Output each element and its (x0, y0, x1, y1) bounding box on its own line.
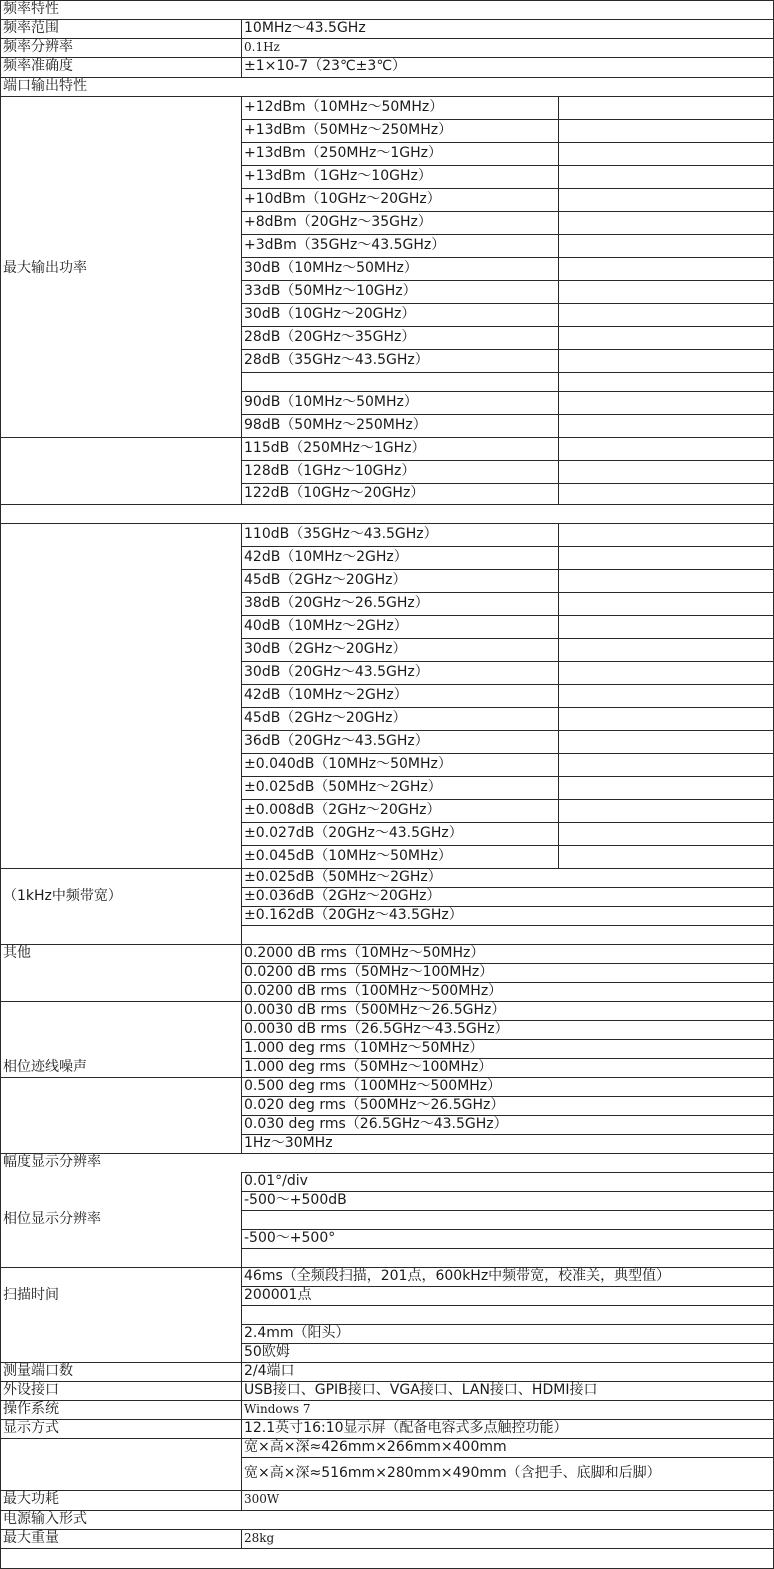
grid-line (241, 592, 774, 593)
grid-line (241, 142, 774, 143)
spec-value: 128dB（1GHz～10GHz） (244, 463, 416, 479)
spec-value: ±0.025dB（50MHz～2GHz） (244, 869, 442, 885)
grid-line (558, 592, 559, 615)
grid-line (558, 326, 559, 349)
spec-value: 0.0200 dB rms（100MHz～500MHz） (244, 983, 503, 999)
spec-value: 36dB（20GHz～43.5GHz） (244, 733, 429, 749)
spec-label: 电源输入形式 (3, 1511, 87, 1527)
grid-line (241, 822, 774, 823)
grid-line (0, 77, 774, 78)
grid-line (241, 799, 774, 800)
spec-label: 频率范围 (3, 20, 59, 36)
spec-value: 2/4端口 (244, 1363, 295, 1379)
spec-value: +10dBm（10GHz～20GHz） (244, 191, 441, 207)
spec-value: 200001点 (244, 1287, 312, 1303)
spec-label: （1kHz中频带宽） (3, 888, 122, 904)
grid-line (558, 211, 559, 234)
grid-line (241, 776, 774, 777)
spec-value: ±0.036dB（2GHz～20GHz） (244, 888, 441, 904)
grid-line (241, 1343, 774, 1344)
spec-label: 操作系统 (3, 1401, 59, 1417)
spec-label: 端口输出特性 (3, 78, 87, 94)
grid-line (241, 211, 774, 212)
grid-line (558, 119, 559, 142)
grid-line (558, 142, 559, 165)
grid-line (241, 349, 774, 350)
grid-line (241, 661, 774, 662)
spec-value: +12dBm（10MHz～50MHz） (244, 99, 444, 115)
spec-value: 0.020 deg rms（500MHz～26.5GHz） (244, 1097, 505, 1113)
spec-value: +13dBm（50MHz～250MHz） (244, 122, 453, 138)
grid-line (0, 1548, 774, 1549)
grid-line (558, 372, 559, 391)
grid-line (241, 1305, 242, 1324)
spec-value: 30dB（2GHz～20GHz） (244, 641, 407, 657)
grid-line (241, 925, 774, 926)
spec-value: 45dB（2GHz～20GHz） (244, 710, 407, 726)
spec-value: 0.500 deg rms（100MHz～500MHz） (244, 1078, 502, 1094)
grid-line (241, 188, 774, 189)
spec-label: 幅度显示分辨率 (3, 1154, 101, 1170)
grid-line (241, 257, 774, 258)
grid-line (241, 1210, 774, 1211)
grid-line (241, 119, 774, 120)
spec-value: 28dB（35GHz～43.5GHz） (244, 352, 429, 368)
grid-line (558, 684, 559, 707)
grid-line (241, 391, 774, 392)
spec-value: 1Hz～30MHz (244, 1135, 333, 1151)
spec-value: 42dB（10MHz～2GHz） (244, 549, 408, 565)
grid-line (558, 280, 559, 303)
grid-line (558, 615, 559, 638)
spec-label: 显示方式 (3, 1420, 59, 1436)
grid-line (558, 460, 559, 483)
grid-line (241, 684, 774, 685)
grid-line (241, 638, 774, 639)
spec-value: +8dBm（20GHz～35GHz） (244, 214, 432, 230)
spec-value: 30dB（10MHz～50MHz） (244, 260, 418, 276)
grid-line (558, 96, 559, 119)
grid-line (241, 414, 774, 415)
grid-line (241, 569, 774, 570)
spec-value: 0.0200 dB rms（50MHz～100MHz） (244, 964, 494, 980)
spec-label: 其他 (3, 945, 31, 961)
spec-value: ±1×10-7（23℃±3℃） (244, 58, 407, 74)
grid-line (0, 504, 774, 505)
grid-line (241, 234, 774, 235)
grid-line (558, 188, 559, 211)
spec-value: 12.1英寸16:10显示屏（配备电容式多点触控功能） (244, 1420, 568, 1436)
grid-line (558, 303, 559, 326)
grid-line (241, 546, 774, 547)
spec-value: 1.000 deg rms（50MHz～100MHz） (244, 1059, 493, 1075)
spec-value: 98dB（50MHz～250MHz） (244, 417, 427, 433)
grid-line (0, 1490, 774, 1491)
grid-line (241, 1248, 774, 1249)
grid-line (558, 414, 559, 437)
grid-line (241, 1457, 774, 1458)
grid-line (0, 437, 774, 438)
grid-line (241, 1210, 242, 1229)
grid-line (0, 0, 774, 1)
spec-value: 33dB（50MHz～10GHz） (244, 283, 417, 299)
spec-value: 0.030 deg rms（26.5GHz～43.5GHz） (244, 1116, 508, 1132)
grid-line (241, 280, 774, 281)
grid-line (241, 730, 774, 731)
grid-line (558, 707, 559, 730)
grid-line (558, 730, 559, 753)
spec-label: 频率特性 (3, 1, 59, 17)
grid-line (0, 523, 774, 524)
spec-value: -500～+500dB (244, 1192, 347, 1208)
spec-value: +13dBm（250MHz～1GHz） (244, 145, 442, 161)
spec-value: 30dB（20GHz～43.5GHz） (244, 664, 429, 680)
spec-value: 1.000 deg rms（10MHz～50MHz） (244, 1040, 484, 1056)
grid-line (241, 925, 242, 944)
grid-line (558, 257, 559, 280)
grid-line (241, 1172, 774, 1173)
spec-value: 30dB（10GHz～20GHz） (244, 306, 416, 322)
spec-value: USB接口、GPIB接口、VGA接口、LAN接口、HDMI接口 (244, 1382, 598, 1398)
grid-line (0, 1510, 774, 1511)
grid-line (241, 1305, 774, 1306)
grid-line (558, 391, 559, 414)
spec-value: 2.4mm（阳头） (244, 1325, 350, 1341)
spec-value: 0.1Hz (244, 40, 280, 54)
spec-value: 46ms（全频段扫描，201点，600kHz中频带宽，校准关，典型值） (244, 1268, 671, 1284)
spec-value: ±0.162dB（20GHz～43.5GHz） (244, 907, 463, 923)
grid-line (0, 0, 1, 1568)
grid-line (241, 1248, 242, 1267)
spec-label: 最大输出功率 (3, 260, 87, 276)
spec-label: 测量端口数 (3, 1363, 73, 1379)
spec-value: ±0.045dB（10MHz～50MHz） (244, 848, 452, 864)
grid-line (241, 165, 774, 166)
spec-value: 28kg (244, 1531, 275, 1545)
spec-value: 115dB（250MHz～1GHz） (244, 440, 426, 456)
spec-label: 扫描时间 (3, 1287, 59, 1303)
grid-line (241, 615, 774, 616)
grid-line (241, 326, 774, 327)
spec-value: 0.0030 dB rms（26.5GHz～43.5GHz） (244, 1021, 509, 1037)
spec-value: ±0.025dB（50MHz～2GHz） (244, 779, 442, 795)
spec-value: 110dB（35GHz～43.5GHz） (244, 526, 438, 542)
grid-line (241, 753, 774, 754)
grid-line (0, 96, 774, 97)
spec-value: 宽×高×深≈426mm×266mm×400mm (244, 1439, 507, 1455)
grid-line (558, 661, 559, 684)
spec-value: 45dB（2GHz～20GHz） (244, 572, 407, 588)
grid-line (558, 234, 559, 257)
spec-value: 0.01°/div (244, 1173, 308, 1189)
spec-value: 42dB（10MHz～2GHz） (244, 687, 408, 703)
grid-line (558, 638, 559, 661)
spec-value: ±0.040dB（10MHz～50MHz） (244, 756, 452, 772)
grid-line (0, 19, 774, 20)
spec-value: 40dB（10MHz～2GHz） (244, 618, 408, 634)
spec-value: 10MHz～43.5GHz (244, 20, 366, 36)
grid-line (558, 776, 559, 799)
grid-line (241, 372, 242, 391)
spec-value: 0.0030 dB rms（500MHz～26.5GHz） (244, 1002, 506, 1018)
spec-value: -500～+500° (244, 1230, 336, 1246)
spec-value: 122dB（10GHz～20GHz） (244, 485, 425, 501)
grid-line (241, 460, 774, 461)
grid-line (558, 799, 559, 822)
spec-label: 最大功耗 (3, 1491, 59, 1507)
grid-line (0, 1153, 774, 1154)
spec-label: 最大重量 (3, 1530, 59, 1546)
spec-value: 50欧姆 (244, 1344, 290, 1360)
spec-value: Windows 7 (244, 1402, 311, 1416)
grid-line (558, 569, 559, 592)
spec-value: +13dBm（1GHz～10GHz） (244, 168, 432, 184)
spec-value: 宽×高×深≈516mm×280mm×490mm（含把手、底脚和后脚） (244, 1465, 661, 1481)
spec-label: 频率准确度 (3, 58, 73, 74)
grid-line (0, 1362, 774, 1363)
grid-line (241, 303, 774, 304)
grid-line (0, 1400, 774, 1401)
grid-line (241, 372, 774, 373)
grid-line (558, 483, 559, 504)
spec-value: +3dBm（35GHz～43.5GHz） (244, 237, 446, 253)
spec-value: 38dB（20GHz～26.5GHz） (244, 595, 429, 611)
spec-label: 相位显示分辨率 (3, 1211, 101, 1227)
spec-value: 0.2000 dB rms（10MHz～50MHz） (244, 945, 485, 961)
grid-line (0, 1529, 774, 1530)
grid-line (558, 822, 559, 845)
spec-label: 频率分辨率 (3, 39, 73, 55)
grid-line (558, 845, 559, 868)
grid-line (558, 349, 559, 372)
grid-line (558, 753, 559, 776)
grid-line (558, 523, 559, 546)
spec-value: ±0.008dB（2GHz～20GHz） (244, 802, 441, 818)
grid-line (241, 707, 774, 708)
spec-value: ±0.027dB（20GHz～43.5GHz） (244, 825, 463, 841)
spec-value: 90dB（10MHz～50MHz） (244, 394, 418, 410)
grid-line (558, 165, 559, 188)
grid-line (241, 845, 774, 846)
grid-line (0, 38, 774, 39)
spec-value: 28dB（20GHz～35GHz） (244, 329, 416, 345)
spec-label: 外设接口 (3, 1382, 59, 1398)
grid-line (558, 437, 559, 460)
spec-label: 相位迹线噪声 (3, 1059, 87, 1075)
grid-line (558, 546, 559, 569)
spec-value: 300W (244, 1492, 280, 1506)
grid-line (241, 1286, 774, 1287)
